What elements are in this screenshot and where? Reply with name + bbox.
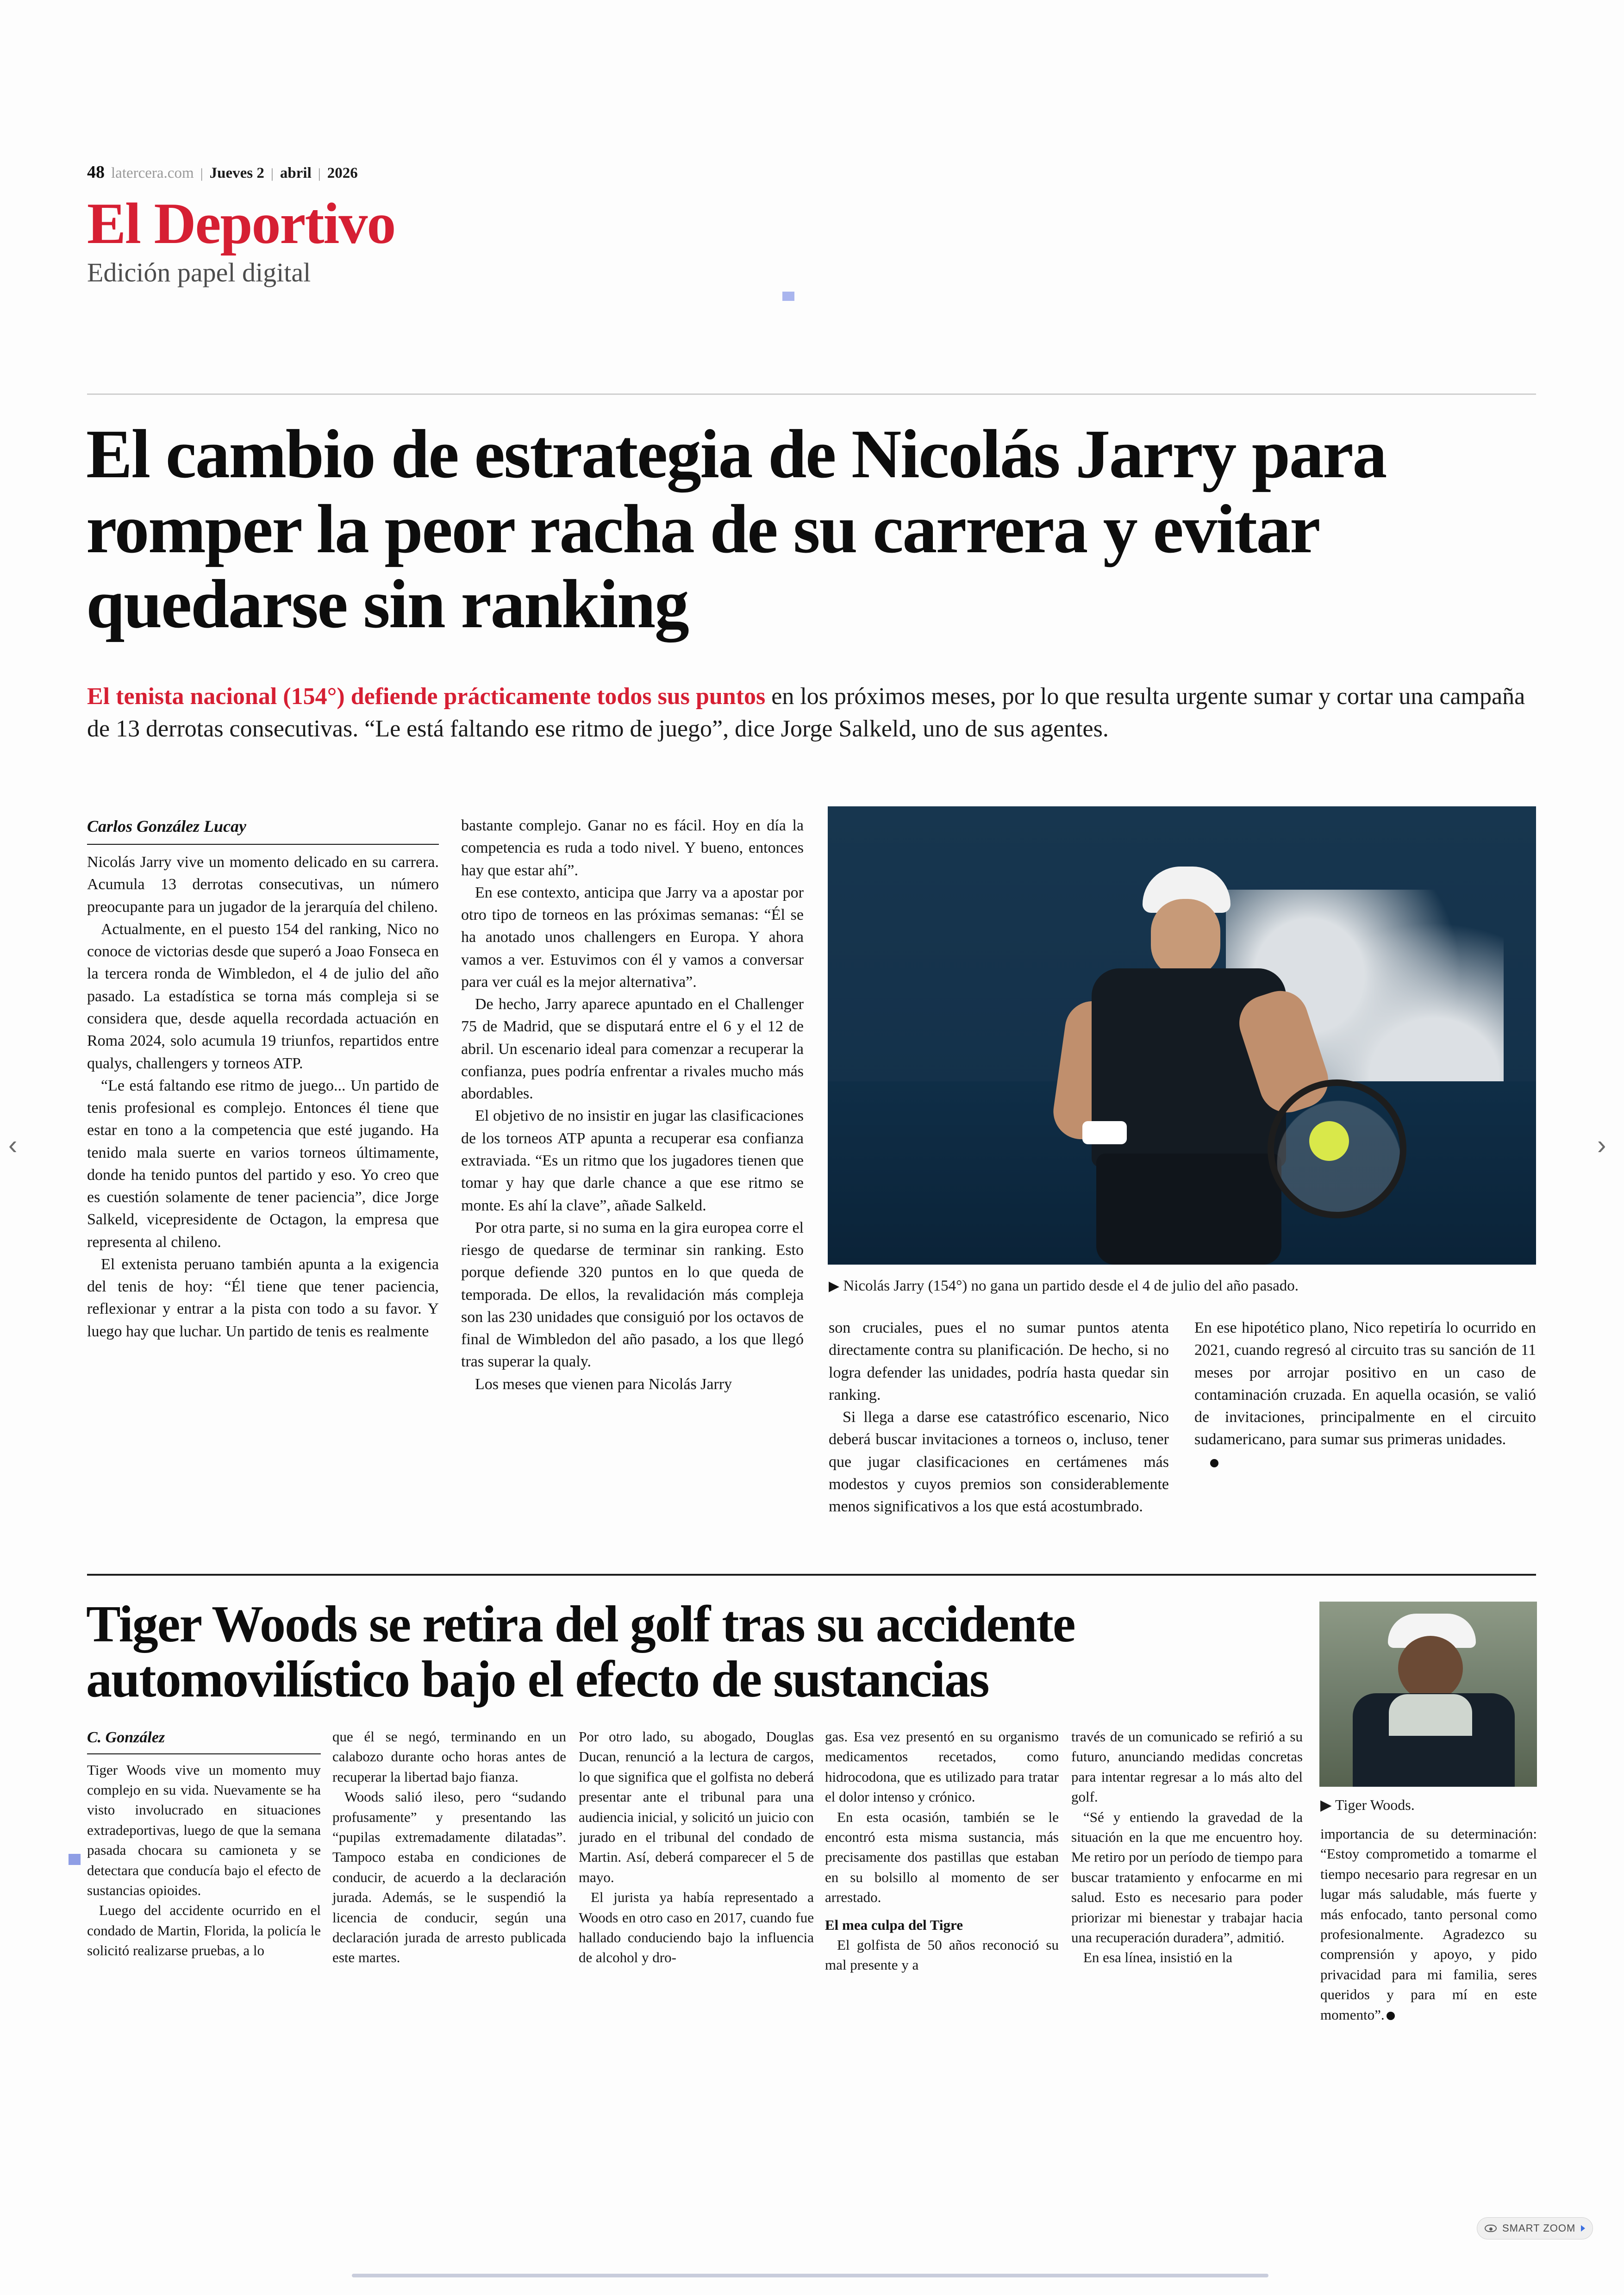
- masthead-divider: [87, 393, 1536, 395]
- article1-column-3: [829, 1317, 1169, 1518]
- standfirst-rest: en los próximos meses, por lo que resulta urgente sumar y cortar una campaña de 13 derrotas consecutivas. “Le está faltando ese ritmo de juego”, dice Jorge Salkeld, uno de sus agentes.: [87, 683, 1525, 742]
- article1-column-1: [87, 815, 439, 1343]
- page-number: 48: [87, 162, 105, 182]
- paragraph: “Sé y entiendo la gravedad de la situación en la que me encuentro hoy. Me retiro por un período de tiempo para buscar tratamiento y enfocarme en mi salud. Esto es necesario para poder priorizar mi bienestar y trabajar hacia una recuperación duradera”, admitió.: [1071, 1809, 1303, 1946]
- player-shorts: [1096, 1154, 1281, 1265]
- player-head: [1151, 899, 1220, 978]
- standfirst-lead: El tenista nacional (154°) defiende prácticamente todos sus puntos: [87, 683, 766, 710]
- brand-title: El Deportivo: [87, 192, 395, 256]
- masthead: [87, 162, 1536, 288]
- article2-byline: C. González: [87, 1727, 321, 1754]
- paragraph: En esa línea, insistió en la: [1083, 1949, 1232, 1966]
- horizontal-scrollbar[interactable]: [352, 2274, 1268, 2277]
- tennis-player-figure: [1027, 862, 1332, 1265]
- article2-column-4: [825, 1727, 1059, 1975]
- article2-caption: [1320, 1796, 1538, 1814]
- folio-year: 2026: [327, 165, 358, 181]
- article1-caption: [829, 1278, 1537, 1295]
- article1-column-4: [1194, 1317, 1536, 1473]
- article2-photo: [1319, 1602, 1537, 1787]
- article2-column-2: [332, 1727, 566, 1968]
- paragraph: El golfista de 50 años reconoció su mal presente y a: [825, 1936, 1059, 1973]
- site-name: latercera.com: [111, 165, 194, 181]
- tennis-ball-icon: [1309, 1121, 1349, 1161]
- paragraph: [1194, 1451, 1536, 1473]
- article1-column-2: [461, 815, 804, 1396]
- folio-separator-3: |: [318, 166, 321, 181]
- chevron-right-icon: [1581, 2225, 1585, 2232]
- folio-day: Jueves 2: [209, 165, 264, 181]
- paragraph: “Le está faltando ese ritmo de juego... Un partido de tenis profesional es complejo. Entonces él tiene que estar en tono a la competencia que esté jugando. Ha tenido mala suerte en varios torneos últimamente, donde ha tenido puntos del partido y eso. Yo creo que es cuestión solamente de tener paciencia”, dice Jorge Salkeld, vicepresidente de Octagon, la empresa que representa al chileno.: [87, 1077, 439, 1251]
- selection-marker: [782, 292, 794, 301]
- paragraph: Por otro lado, su abogado, Douglas Ducan, renunció a la lectura de cargos, lo que significa que el golfista no deberá presentar ante el tribunal para una audiencia inicial, y solicitó un juicio con jurado en el tribunal del condado de Martin. Así, deberá comparecer el 5 de mayo.: [579, 1728, 814, 1885]
- folio-month: abril: [280, 165, 312, 181]
- paragraph: De hecho, Jarry aparece apuntado en el Challenger 75 de Madrid, que se disputará entre el 6 y el 12 de abril. Un escenario ideal para comenzar a recuperar la confianza, pues podría enfrentar a rivales mucho más abordables.: [461, 996, 804, 1103]
- next-page-button[interactable]: ›: [1597, 1130, 1606, 1160]
- wristband: [1082, 1121, 1127, 1144]
- paragraph: Woods salió ileso, pero “sudando profusamente” y presentando las “pupilas extremadamente dilatadas”. Tampoco estaba en condiciones de conducir, de acuerdo a la declaración jurada. Además, se le suspendió la licencia de conducir, según una declaración jurada de arresto publicada este martes.: [332, 1789, 566, 1966]
- caption-text: Tiger Woods.: [1335, 1796, 1415, 1813]
- paragraph: Tiger Woods vive un momento muy complejo en su vida. Nuevamente se ha visto involucrado en situaciones extradeportivas, luego de que la semana pasada chocara su camioneta y se detectara que conducía bajo el efecto de sustancias opioides.: [87, 1761, 321, 1898]
- folio-separator-2: |: [270, 166, 274, 181]
- caption-marker-icon: ▶: [1320, 1796, 1332, 1813]
- brand-subtitle: Edición papel digital: [87, 257, 311, 287]
- paragraph: que él se negó, terminando en un calabozo durante ocho horas antes de recuperar la libertad bajo fianza.: [332, 1728, 566, 1785]
- paragraph: Los meses que vienen para Nicolás Jarry: [475, 1375, 732, 1393]
- page-title: El cambio de estrategia de Nicolás Jarry para romper la peor racha de su carrera y evitar quedarse sin ranking: [86, 416, 1386, 642]
- folio-separator-1: |: [200, 166, 203, 181]
- paragraph: bastante complejo. Ganar no es fácil. Hoy en día la competencia es ruda a todo nivel. Y bueno, entonces hay que estar ahí”.: [461, 817, 804, 879]
- article2-column-6: [1320, 1824, 1537, 2025]
- paragraph: [1320, 1824, 1537, 2025]
- article2-title: Tiger Woods se retira del golf tras su accidente automovilístico bajo el efecto de sustancias: [86, 1596, 1075, 1708]
- paragraph: Nicolás Jarry vive un momento delicado en su carrera. Acumula 13 derrotas consecutivas, un número preocupante para un jugador de la jerarquía del chileno.: [87, 854, 439, 916]
- end-mark-icon: [1387, 2012, 1395, 2020]
- article2-column-3: [579, 1727, 814, 1968]
- paragraph: Luego del accidente ocurrido en el condado de Martin, Florida, la policía le solicitó realizarse pruebas, a lo: [87, 1902, 321, 1959]
- paragraph: El objetivo de no insistir en jugar las clasificaciones de los torneos ATP apunta a recuperar esa confianza extraviada. “Es un ritmo que los jugadores tienen que tomar y hay que darle chance a que ese ritmo se monte. Es ahí la clave”, añade Salkeld.: [461, 1107, 804, 1214]
- article1-byline: Carlos González Lucay: [87, 815, 439, 845]
- article1-standfirst: [87, 680, 1536, 745]
- paragraph: Por otra parte, si no suma en la gira europea corre el riesgo de quedarse de terminar sin ranking. Esto porque defiende 320 puntos en lo que queda de temporada. De ellos, la revalidación más compleja son las 230 unidades que consiguió por los octavos de final de Wimbledon del año pasado, a los que llegó tras superar la qualy.: [461, 1219, 804, 1371]
- eye-icon: [1485, 2225, 1497, 2232]
- caption-marker-icon: ▶: [829, 1278, 840, 1294]
- article2-column-5: [1071, 1727, 1303, 1968]
- paragraph: En esta ocasión, también se le encontró esta misma sustancia, más precisamente dos pastillas que estaban en su bolsillo al momento de ser arrestado.: [825, 1809, 1059, 1906]
- paragraph: son cruciales, pues el no sumar puntos atenta directamente contra su planificación. De hecho, si no logra defender las unidades, podría hasta quedar sin ranking.: [829, 1319, 1169, 1403]
- paragraph: gas. Esa vez presentó en su organismo medicamentos recetados, como hidrocodona, que es utilizado para tratar el dolor intenso y crónico.: [825, 1728, 1059, 1805]
- folio: [87, 162, 1536, 182]
- article2-column-1: [87, 1727, 321, 1961]
- end-mark-icon: [1210, 1459, 1218, 1467]
- golfer-collar: [1389, 1694, 1472, 1736]
- article2-subheading: El mea culpa del Tigre: [825, 1916, 963, 1933]
- paragraph: En ese contexto, anticipa que Jarry va a apostar por otro tipo de torneos en las próximas semanas: “Él se ha anotado unos challengers en Europa. Y ahora vamos a ver. Estuvimos con él y vamos a conversar para ver cuál es la mejor alternativa”.: [461, 884, 804, 991]
- smart-zoom-button[interactable]: [1477, 2217, 1593, 2239]
- paragraph: través de un comunicado se refirió a su futuro, anunciando medidas concretas para intentar regresar a lo más alto del golf.: [1071, 1728, 1303, 1805]
- golfer-head: [1398, 1636, 1463, 1701]
- previous-page-button[interactable]: ‹: [8, 1130, 18, 1160]
- paragraph: El jurista ya había representado a Woods en otro caso en 2017, cuando fue hallado conduciendo bajo la influencia de alcohol y dro-: [579, 1889, 814, 1966]
- paragraph: Actualmente, en el puesto 154 del ranking, Nico no conoce de victorias desde que superó a Joao Fonseca en la tercera ronda de Wimbledon, el 4 de julio del año pasado. La estadística se torna más compleja si se considera que, desde aquella recordada actuación en Roma 2024, solo acumula 19 triunfos, repartidos entre qualys, challengers y torneos ATP.: [87, 920, 439, 1072]
- article-divider: [87, 1574, 1536, 1576]
- paragraph: El extenista peruano también apunta a la exigencia del tenis de hoy: “Él tiene que tener paciencia, reflexionar y entrar a la pista con todo a su favor. Y luego hay que luchar. Un partido de tenis es realmente: [87, 1255, 439, 1340]
- caption-text: Nicolás Jarry (154°) no gana un partido desde el 4 de julio del año pasado.: [843, 1278, 1299, 1294]
- text-selection-cursor: [69, 1854, 81, 1865]
- paragraph-text: importancia de su determinación: “Estoy comprometido a tomarme el tiempo necesario para regresar en un lugar más saludable, más fuerte y más enfocado, tanto personal como profesionalmente. Agradezco su comprensión y apoyo, y pido privacidad para mi familia, seres queridos y para mí en este momento”.: [1320, 1826, 1537, 2023]
- paragraph: En ese hipotético plano, Nico repetiría lo ocurrido en 2021, cuando regresó al circuito tras su sanción de 11 meses por arrojar positivo en un caso de contaminación cruzada. En aquella ocasión, se valió de invitaciones, principalmente en el circuito sudamericano, para sumar sus primeras unidades.: [1194, 1319, 1536, 1448]
- paragraph: Si llega a darse ese catastrófico escenario, Nico deberá buscar invitaciones a torneos o, incluso, tener que jugar clasificaciones en certámenes más modestos y cuyos premios son considerablemente menos significativos a los que está acostumbrado.: [829, 1409, 1169, 1515]
- article1-photo: [828, 806, 1536, 1265]
- smart-zoom-label: SMART ZOOM: [1502, 2222, 1576, 2234]
